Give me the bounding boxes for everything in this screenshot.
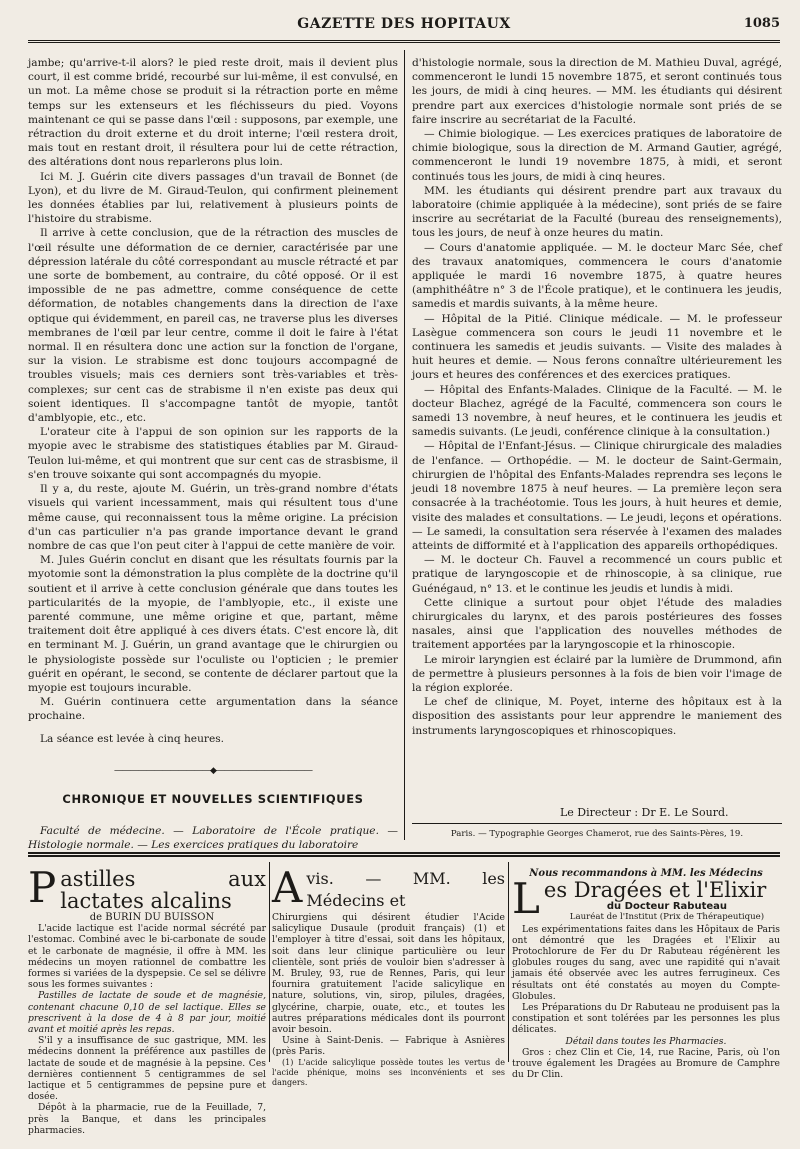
printer-line: Paris. — Typographie Georges Chamerot, rue des Saints-Pères, 19. xyxy=(450,829,744,839)
journal-title: GAZETTE DES HOPITAUX xyxy=(297,16,511,32)
dropcap: L xyxy=(512,874,540,924)
advert-byline: de BURIN DU BUISSON xyxy=(89,912,215,923)
header-rule xyxy=(28,40,780,43)
advert-paragraph: Les Préparations du Dr Rabuteau ne produisent pas la constipation et sont tolérées par les personnes les plus délicates. xyxy=(512,1002,780,1036)
advert-title: es Dragées et l'Elixir xyxy=(543,878,767,903)
body-paragraph: — Hôpital des Enfants-Malades. Clinique de la Faculté. — M. le docteur Blachez, agrégé de la Faculté, commencera son cours le samedi 13 novembre, à neuf heures, et le continuera les jeudis et samedis suivants. (Le jeudi, conférence clinique à la consultation.) xyxy=(412,383,782,439)
advert-paragraph: Dépôt à la pharmacie, rue de la Feuillade, 7, près la Banque, et dans les principales pharmacies. xyxy=(28,1102,266,1136)
column-divider xyxy=(404,50,405,840)
advert-separator xyxy=(269,862,270,1062)
advert-laureat: Lauréat de l'Institut (Prix de Thérapeutique) xyxy=(569,912,765,923)
page-number: 1085 xyxy=(743,16,780,31)
director-rule xyxy=(412,823,782,824)
body-paragraph: Le miroir laryngien est éclairé par la lumière de Drummond, afin de permettre à plusieurs personnes à la fois de bien voir l'image de la région explorée. xyxy=(412,653,782,694)
advert-avis xyxy=(272,863,505,1088)
body-paragraph: — M. le docteur Ch. Fauvel a recommencé un cours public et pratique de laryngoscopie et de rhinoscopie, à sa clinique, rue Guénégaud, n° 13. et le continue les jeudis et lundis à midi. xyxy=(412,554,782,595)
advert-separator xyxy=(508,862,509,1062)
advert-detail: Détail dans toutes les Pharmacies. xyxy=(565,1035,727,1047)
ornament-divider: ————————————◆———————————— xyxy=(114,765,312,776)
body-paragraph: Le chef de clinique, M. Poyet, interne des hôpitaux est à la disposition des assistants pour leur apprendre le maniement des instruments laryngoscopiques et rhinoscopiques. xyxy=(412,696,782,737)
body-paragraph: — Hôpital de la Pitié. Clinique médicale. — M. le professeur Lasègue commencera son cours le jeudi 11 novembre et le continuera les samedis et jeudis suivants. — Visite des malades à huit heures et demie. — Nous ferons connaître ultérieurement les jours et heures des conférences et des exercices pratiques. xyxy=(412,312,782,382)
left-column xyxy=(28,56,398,853)
body-paragraph: Il arrive à cette conclusion, que de la rétraction des muscles de l'œil résulte une déformation de ce dernier, caractérisée par une dépression latérale du côté correspondant au muscle rétracté et par une sorte de bombement, au contraire, du côté opposé. Or il est impossible de ne pas admettre, comme conséquence de cette déformation, de notables changements dans la direction de l'axe optique qui évidemment, en pareil cas, ne traverse plus les diverses membranes de l'œil par leur centre, comme il doit le faire à l'état normal. Il en résultera donc une action sur la fonction de l'organe, sur la vision. Le strabisme est donc toujours accompagné de troubles visuels; mais ces derniers sont très-variables et très-complexes; sur cent cas de strabisme il n'en existe pas deux qui soient identiques. Il s'accompagne tantôt de myopie, tantôt d'amblyopie, etc., etc. xyxy=(28,227,398,425)
page-header xyxy=(28,14,780,40)
body-paragraph: Il y a, du reste, ajoute M. Guérin, un très-grand nombre d'états visuels qui varient incessamment, mais qui résultent tous d'une même cause, qui reconnaissent tous la même origine. La précision d'un cas particulier n'a pas grande importance devant le grand nombre de cas que l'on peut citer à l'appui de cette manière de voir. xyxy=(28,483,398,552)
advert-title: astilles aux lactates alcalins xyxy=(60,867,266,913)
dropcap: A xyxy=(272,863,303,912)
right-column xyxy=(412,56,782,738)
advert-rule xyxy=(28,852,780,857)
body-paragraph: d'histologie normale, sous la direction de M. Mathieu Duval, agrégé, commenceront le lundi 15 novembre 1875, et seront continués tous les jours, de midi à cinq heures. — MM. les étudiants qui désirent prendre part aux exercices d'histologie normale sont priés de se faire inscrire au secrétariat de la Faculté. xyxy=(412,57,782,126)
advert-paragraph: Pastilles de lactate de soude et de magnésie, contenant chacune 0,10 de sel lactique. Elles se prescrivent à la dose de 4 à 8 par jour, moitié avant et moitié après les repas. xyxy=(28,990,266,1036)
body-paragraph: Cette clinique a surtout pour objet l'étude des maladies chirurgicales du larynx, et des parois postérieures des fosses nasales, ainsi que l'application des nouvelles méthodes de traitement apportées par la laryngoscopie et la rhinoscopie. xyxy=(412,596,782,652)
body-paragraph: Ici M. J. Guérin cite divers passages d'un travail de Bonnet (de Lyon), et du livre de M. Giraud-Teulon, qui confirment pleinement les données établies par lui, relativement à plusieurs points de l'histoire du strabisme. xyxy=(28,170,398,226)
dropcap: P xyxy=(28,863,57,912)
advert-paragraph: Les expérimentations faites dans les Hôpitaux de Paris ont démontré que les Dragées et l'Elixir au Protochlorure de Fer du Dr Rabuteau régénèrent les globules rouges du sang, avec une rapidité qui n'avait jamais été observée avec les autres ferrugineux. Ces résultats ont été constatés au moyen du Compte-Globules. xyxy=(512,923,780,1002)
advert-footnote: (1) L'acide salicylique possède toutes les vertus de l'acide phénique, moins ses inconvénients et ses dangers. xyxy=(272,1057,505,1087)
advert-paragraph: Usine à Saint-Denis. — Fabrique à Asnières (près Paris. xyxy=(272,1035,505,1058)
advert-intro: Nous recommandons à MM. les Médecins xyxy=(529,868,763,879)
director-signature: Le Directeur : Dr E. Le Sourd. xyxy=(560,806,729,819)
body-paragraph: M. Guérin continuera cette argumentation dans la séance prochaine. xyxy=(28,696,398,723)
advert-subtitle: du Docteur Rabuteau xyxy=(606,901,727,913)
advert-dragees xyxy=(512,868,780,1080)
body-paragraph: L'orateur cite à l'appui de son opinion sur les rapports de la myopie avec le strabisme des statistiques établies par M. Giraud-Teulon lui-même, et qui montrent que sur cent cas de strasbisme, il s'en trouve soixante qui sont accompagnés du myopie. xyxy=(28,426,398,481)
body-paragraph: — Hôpital de l'Enfant-Jésus. — Clinique chirurgicale des maladies de l'enfance. — Orthopédie. — M. le docteur de Saint-Germain, chirurgien de l'hôpital des Enfants-Malades reprendra ses leçons le jeudi 18 novembre 1875 à neuf heures. — La première leçon sera consacrée à la trachéotomie. Tous les jours, à huit heures et demie, visite des malades et consultations. — Le jeudi, leçons et opérations. — Le samedi, la consultation sera réservée à l'examen des malades atteints de difformité et à l'application des appareils orthopédiques. xyxy=(412,440,782,552)
advert-paragraph: Chirurgiens qui désirent étudier l'Acide salicylique Dusaule (produit français) (1) et l'employer à titre d'essai, soit dans les hôpitaux, soit dans leur clinique particulière ou leur clientèle, sont priés de vouloir bien s'adresser à M. Bruley, 93, rue de Rennes, Paris, qui leur fournira gratuitement l'acide salicylique en nature, solutions, vin, sirop, pilules, dragées, glycérine, charpie, ouate, etc., et toutes les autres préparations médicales dont ils pourront avoir besoin. xyxy=(272,912,505,1036)
body-paragraph: jambe; qu'arrive-t-il alors? le pied reste droit, mais il devient plus court, il est comme bridé, recourbé sur lui-même, il est convulsé, en un mot. La même chose se produit si la rétraction porte en même temps sur les extenseurs et les fléchisseurs du pied. Voyons maintenant ce qui se passe dans l'œil : supposons, par exemple, une rétraction du droit externe et du droit interne; l'œil restera droit, mais tout en restant droit, il résultera pour lui de cette rétraction, des altérations dont nous reparlerons plus loin. xyxy=(28,57,398,169)
body-paragraph: M. Jules Guérin conclut en disant que les résultats fournis par la myotomie sont la démonstration la plus complète de la doctrine qu'il soutient et il arrive à cette conclusion générale que dans toutes les particularités de la myopie, de l'amblyopie, etc., il existe une parenté commune, une même origine et que, partant, même traitement doit être appliqué à ces divers états. C'est encore là, dit en terminant M. J. Guérin, un grand avantage que le chirurgien ou le physiologiste possède sur l'oculiste ou l'opticien ; le premier guérit en opérant, le second, se contente de déclarer partout que la myopie est toujours incurable. xyxy=(28,554,398,694)
advert-pastilles xyxy=(28,863,266,1136)
advert-title: vis. — MM. les Médecins et xyxy=(306,869,505,910)
chronique-intro: Faculté de médecine. — Laboratoire de l'École pratique. — Histologie normale. — Les exercices pratiques du laboratoire xyxy=(28,825,398,852)
body-paragraph: — Chimie biologique. — Les exercices pratiques de laboratoire de chimie biologique, sous la direction de M. Armand Gautier, agrégé, commenceront le lundi 19 novembre 1875, à midi, et seront continués tous les jours, de midi à cinq heures. xyxy=(412,128,782,183)
section-heading: CHRONIQUE ET NOUVELLES SCIENTIFIQUES xyxy=(62,791,364,806)
session-closing: La séance est levée à cinq heures. xyxy=(40,732,225,745)
advert-paragraph: S'il y a insuffisance de suc gastrique, MM. les médecins donnent la préférence aux pastilles de lactate de soude et de magnésie à la pepsine. Ces dernières contiennent 5 centigrammes de sel lactique et 5 centigrammes de pepsine pure et dosée. xyxy=(28,1035,266,1103)
body-paragraph: MM. les étudiants qui désirent prendre part aux travaux du laboratoire (chimie appliquée à la médecine), sont priés de se faire inscrire au secrétariat de la Faculté (bureau des renseignements), tous les jours, de neuf à onze heures du matin. xyxy=(412,184,782,240)
body-paragraph: — Cours d'anatomie appliquée. — M. le docteur Marc Sée, chef des travaux anatomiques, commencera le cours d'anatomie appliquée le mardi 16 novembre 1875, à quatre heures (amphithéâtre n° 3 de l'École pratique), et le continuera les jeudis, samedis et mardis suivants, à la même heure. xyxy=(412,241,782,311)
advert-gros: Gros : chez Clin et Cie, 14, rue Racine, Paris, où l'on trouve également les Dragées au Bromure de Camphre du Dr Clin. xyxy=(512,1046,780,1081)
advert-paragraph: L'acide lactique est l'acide normal sécrété par l'estomac. Combiné avec le bi-carbonate de soude et le carbonate de magnésie, il offre à MM. les médecins un moyen rationnel de combattre les formes si variées de la dyspepsie. Ce sel se délivre sous les formes suivantes : xyxy=(28,923,266,991)
